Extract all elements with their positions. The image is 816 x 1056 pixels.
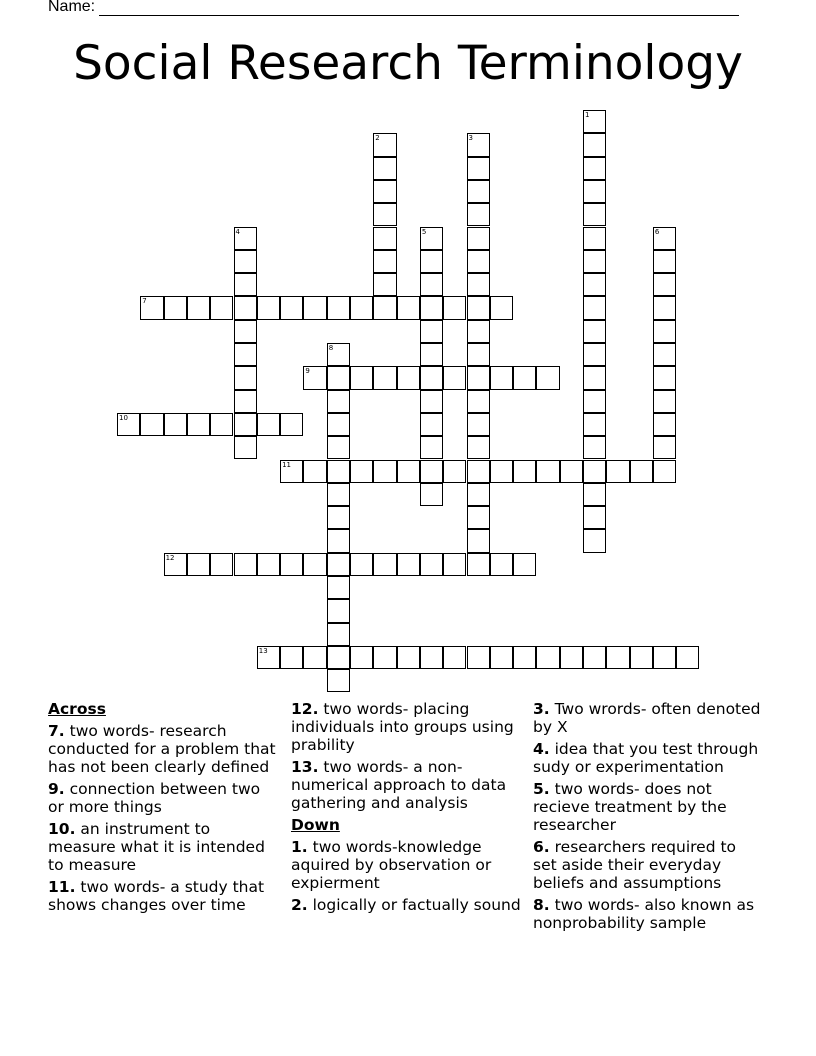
grid-cell[interactable]: [350, 296, 373, 319]
grid-cell[interactable]: [513, 646, 536, 669]
grid-cell[interactable]: [467, 646, 490, 669]
grid-cell[interactable]: [583, 227, 606, 250]
grid-cell[interactable]: [420, 366, 443, 389]
grid-cell[interactable]: [327, 436, 350, 459]
grid-cell[interactable]: [583, 296, 606, 319]
clue-across-10: 10. an instrument to measure what it is intended to measure: [48, 820, 265, 874]
grid-cell[interactable]: [467, 180, 490, 203]
grid-cell[interactable]: [327, 413, 350, 436]
down-heading: Down: [291, 816, 340, 834]
grid-cell[interactable]: [327, 599, 350, 622]
grid-cell[interactable]: [420, 320, 443, 343]
grid-cell[interactable]: [327, 390, 350, 413]
clue-number: 12: [165, 553, 175, 562]
grid-cell[interactable]: [420, 273, 443, 296]
grid-cell[interactable]: [420, 436, 443, 459]
grid-cell[interactable]: [187, 553, 210, 576]
grid-cell[interactable]: [467, 390, 490, 413]
grid-cell[interactable]: [350, 460, 373, 483]
grid-cell[interactable]: [536, 460, 559, 483]
across-heading: Across: [48, 700, 106, 718]
grid-cell[interactable]: [210, 296, 233, 319]
grid-cell[interactable]: [443, 460, 466, 483]
grid-cell[interactable]: [490, 553, 513, 576]
grid-cell[interactable]: [280, 296, 303, 319]
grid-cell[interactable]: [583, 460, 606, 483]
grid-cell[interactable]: [303, 553, 326, 576]
grid-cell[interactable]: [373, 273, 396, 296]
grid-cell[interactable]: [583, 366, 606, 389]
grid-cell[interactable]: [420, 296, 443, 319]
grid-cell[interactable]: [280, 553, 303, 576]
grid-cell[interactable]: [234, 273, 257, 296]
grid-cell[interactable]: [630, 460, 653, 483]
grid-cell[interactable]: [140, 413, 163, 436]
grid-cell[interactable]: [583, 413, 606, 436]
grid-cell[interactable]: [420, 460, 443, 483]
grid-cell[interactable]: [327, 553, 350, 576]
grid-cell[interactable]: [583, 483, 606, 506]
grid-cell[interactable]: [303, 366, 326, 389]
clue-number: 10: [119, 413, 128, 422]
grid-cell[interactable]: [536, 366, 559, 389]
grid-cell[interactable]: [327, 669, 350, 692]
grid-cell[interactable]: [467, 227, 490, 250]
grid-cell[interactable]: [327, 646, 350, 669]
grid-cell[interactable]: [280, 646, 303, 669]
grid-cell[interactable]: [583, 273, 606, 296]
grid-cell[interactable]: [327, 529, 350, 552]
grid-cell[interactable]: [583, 506, 606, 529]
name-label: Name:: [48, 0, 96, 15]
grid-cell[interactable]: [210, 413, 233, 436]
grid-cell[interactable]: [373, 133, 396, 156]
grid-cell[interactable]: [467, 366, 490, 389]
grid-cell[interactable]: [234, 553, 257, 576]
grid-cell[interactable]: [373, 296, 396, 319]
grid-cell[interactable]: [490, 460, 513, 483]
grid-cell[interactable]: [583, 180, 606, 203]
grid-cell[interactable]: [653, 460, 676, 483]
grid-cell[interactable]: [583, 390, 606, 413]
grid-cell[interactable]: [257, 413, 280, 436]
clue-down-2: 2. logically or factually sound: [291, 896, 521, 914]
grid-cell[interactable]: [467, 436, 490, 459]
clue-down-4: 4. idea that you test through sudy or experimentation: [533, 740, 759, 776]
clue-number: 9: [305, 367, 310, 376]
grid-cell[interactable]: [653, 436, 676, 459]
grid-cell[interactable]: [303, 460, 326, 483]
grid-cell[interactable]: [397, 553, 420, 576]
grid-cell[interactable]: [653, 250, 676, 273]
grid-cell[interactable]: [234, 436, 257, 459]
grid-cell[interactable]: [606, 646, 629, 669]
grid-cell[interactable]: [164, 296, 187, 319]
grid-cell[interactable]: [467, 250, 490, 273]
grid-cell[interactable]: [653, 320, 676, 343]
grid-cell[interactable]: [467, 203, 490, 226]
grid-cell[interactable]: [653, 227, 676, 250]
clue-number: 8: [328, 344, 334, 352]
grid-cell[interactable]: [583, 320, 606, 343]
grid-cell[interactable]: [327, 460, 350, 483]
grid-cell[interactable]: [653, 273, 676, 296]
clue-number: 1: [585, 111, 590, 119]
grid-cell[interactable]: [327, 623, 350, 646]
clue-number: 6: [654, 227, 660, 236]
grid-cell[interactable]: [327, 343, 350, 366]
clue-across-11: 11. two words- a study that shows changes over time: [48, 878, 265, 914]
clue-column-1: [48, 700, 280, 918]
grid-cell[interactable]: [117, 413, 140, 436]
grid-cell[interactable]: [373, 366, 396, 389]
clue-number: 11: [282, 460, 292, 469]
grid-cell[interactable]: [467, 296, 490, 319]
grid-cell[interactable]: [420, 553, 443, 576]
clue-down-8: 8. two words- also known as nonprobability sample: [533, 896, 755, 932]
grid-cell[interactable]: [280, 460, 303, 483]
grid-cell[interactable]: [257, 646, 280, 669]
grid-cell[interactable]: [373, 553, 396, 576]
grid-cell[interactable]: [467, 343, 490, 366]
grid-cell[interactable]: [397, 646, 420, 669]
grid-cell[interactable]: [443, 553, 466, 576]
clue-down-5: 5. two words- does not recieve treatment by the researcher: [533, 780, 727, 834]
grid-cell[interactable]: [467, 273, 490, 296]
grid-cell[interactable]: [513, 553, 536, 576]
clue-number: 13: [258, 646, 268, 655]
grid-cell[interactable]: [164, 553, 187, 576]
grid-cell[interactable]: [536, 646, 559, 669]
grid-cell[interactable]: [467, 133, 490, 156]
grid-cell[interactable]: [187, 296, 210, 319]
grid-cell[interactable]: [140, 296, 163, 319]
clue-number: 5: [421, 227, 427, 236]
grid-cell[interactable]: [583, 250, 606, 273]
grid-cell[interactable]: [303, 646, 326, 669]
grid-cell[interactable]: [653, 296, 676, 319]
grid-cell[interactable]: [467, 553, 490, 576]
clue-down-1: 1. two words-knowledge aquired by observation or expierment: [291, 838, 492, 892]
grid-cell[interactable]: [234, 390, 257, 413]
grid-cell[interactable]: [467, 460, 490, 483]
grid-cell[interactable]: [443, 296, 466, 319]
clue-number: 7: [142, 297, 147, 306]
grid-cell[interactable]: [653, 343, 676, 366]
grid-cell[interactable]: [327, 366, 350, 389]
grid-cell[interactable]: [420, 227, 443, 250]
grid-cell[interactable]: [257, 553, 280, 576]
grid-cell[interactable]: [420, 250, 443, 273]
grid-cell[interactable]: [583, 529, 606, 552]
grid-cell[interactable]: [490, 646, 513, 669]
grid-cell[interactable]: [467, 506, 490, 529]
grid-cell[interactable]: [327, 296, 350, 319]
clue-number: 2: [375, 134, 380, 143]
clue-down-6: 6. researchers required to set aside their everyday beliefs and assumptions: [533, 838, 737, 892]
clue-across-7: 7. two words- research conducted for a problem that has not been clearly defined: [48, 722, 276, 776]
grid-cell[interactable]: [583, 157, 606, 180]
grid-cell[interactable]: [373, 157, 396, 180]
grid-cell[interactable]: [630, 646, 653, 669]
clue-number: 4: [235, 227, 240, 236]
grid-cell[interactable]: [513, 460, 536, 483]
grid-cell[interactable]: [234, 227, 257, 250]
grid-cell[interactable]: [397, 296, 420, 319]
grid-cell[interactable]: [397, 366, 420, 389]
grid-cell[interactable]: [350, 646, 373, 669]
grid-cell[interactable]: [653, 366, 676, 389]
grid-cell[interactable]: [234, 250, 257, 273]
grid-cell[interactable]: [164, 413, 187, 436]
grid-cell[interactable]: [583, 343, 606, 366]
grid-cell[interactable]: [257, 296, 280, 319]
grid-cell[interactable]: [420, 483, 443, 506]
grid-cell[interactable]: [467, 529, 490, 552]
grid-cell[interactable]: [490, 296, 513, 319]
grid-cell[interactable]: [490, 366, 513, 389]
grid-cell[interactable]: [327, 506, 350, 529]
grid-cell[interactable]: [234, 296, 257, 319]
grid-cell[interactable]: [653, 390, 676, 413]
grid-cell[interactable]: [420, 390, 443, 413]
clue-column-2: [291, 700, 523, 918]
clue-across-12: 12. two words- placing individuals into groups using prability: [291, 700, 514, 754]
grid-cell[interactable]: [373, 250, 396, 273]
grid-cell[interactable]: [467, 157, 490, 180]
grid-cell[interactable]: [583, 646, 606, 669]
clue-number: 3: [468, 134, 473, 143]
grid-cell[interactable]: [420, 413, 443, 436]
grid-cell[interactable]: [467, 413, 490, 436]
grid-cell[interactable]: [653, 413, 676, 436]
grid-cell[interactable]: [327, 576, 350, 599]
grid-cell[interactable]: [303, 296, 326, 319]
grid-cell[interactable]: [350, 366, 373, 389]
grid-cell[interactable]: [373, 460, 396, 483]
grid-cell[interactable]: [560, 646, 583, 669]
grid-cell[interactable]: [373, 180, 396, 203]
grid-cell[interactable]: [234, 343, 257, 366]
clue-down-3: 3. Two wrords- often denoted by X: [533, 700, 761, 736]
grid-cell[interactable]: [676, 646, 699, 669]
grid-cell[interactable]: [467, 320, 490, 343]
grid-cell[interactable]: [420, 343, 443, 366]
grid-cell[interactable]: [583, 133, 606, 156]
grid-cell[interactable]: [280, 413, 303, 436]
grid-cell[interactable]: [234, 366, 257, 389]
grid-cell[interactable]: [187, 413, 210, 436]
grid-cell[interactable]: [234, 413, 257, 436]
page-title: Social Research Terminology: [73, 36, 743, 91]
grid-cell[interactable]: [420, 646, 443, 669]
grid-cell[interactable]: [583, 203, 606, 226]
grid-cell[interactable]: [583, 110, 606, 133]
grid-cell[interactable]: [373, 203, 396, 226]
grid-cell[interactable]: [513, 366, 536, 389]
grid-cell[interactable]: [443, 646, 466, 669]
grid-cell[interactable]: [583, 436, 606, 459]
grid-cell[interactable]: [373, 646, 396, 669]
clue-across-13: 13. two words- a non-numerical approach to data gathering and analysis: [291, 758, 507, 812]
grid-cell[interactable]: [327, 483, 350, 506]
grid-cell[interactable]: [397, 460, 420, 483]
grid-cell[interactable]: [210, 553, 233, 576]
grid-cell[interactable]: [467, 483, 490, 506]
grid-cell[interactable]: [653, 646, 676, 669]
grid-cell[interactable]: [234, 320, 257, 343]
grid-cell[interactable]: [350, 553, 373, 576]
grid-cell[interactable]: [560, 460, 583, 483]
grid-cell[interactable]: [443, 366, 466, 389]
clue-across-9: 9. connection between two or more things: [48, 780, 261, 816]
clue-column-3: [533, 700, 763, 936]
grid-cell[interactable]: [373, 227, 396, 250]
grid-cell[interactable]: [606, 460, 629, 483]
